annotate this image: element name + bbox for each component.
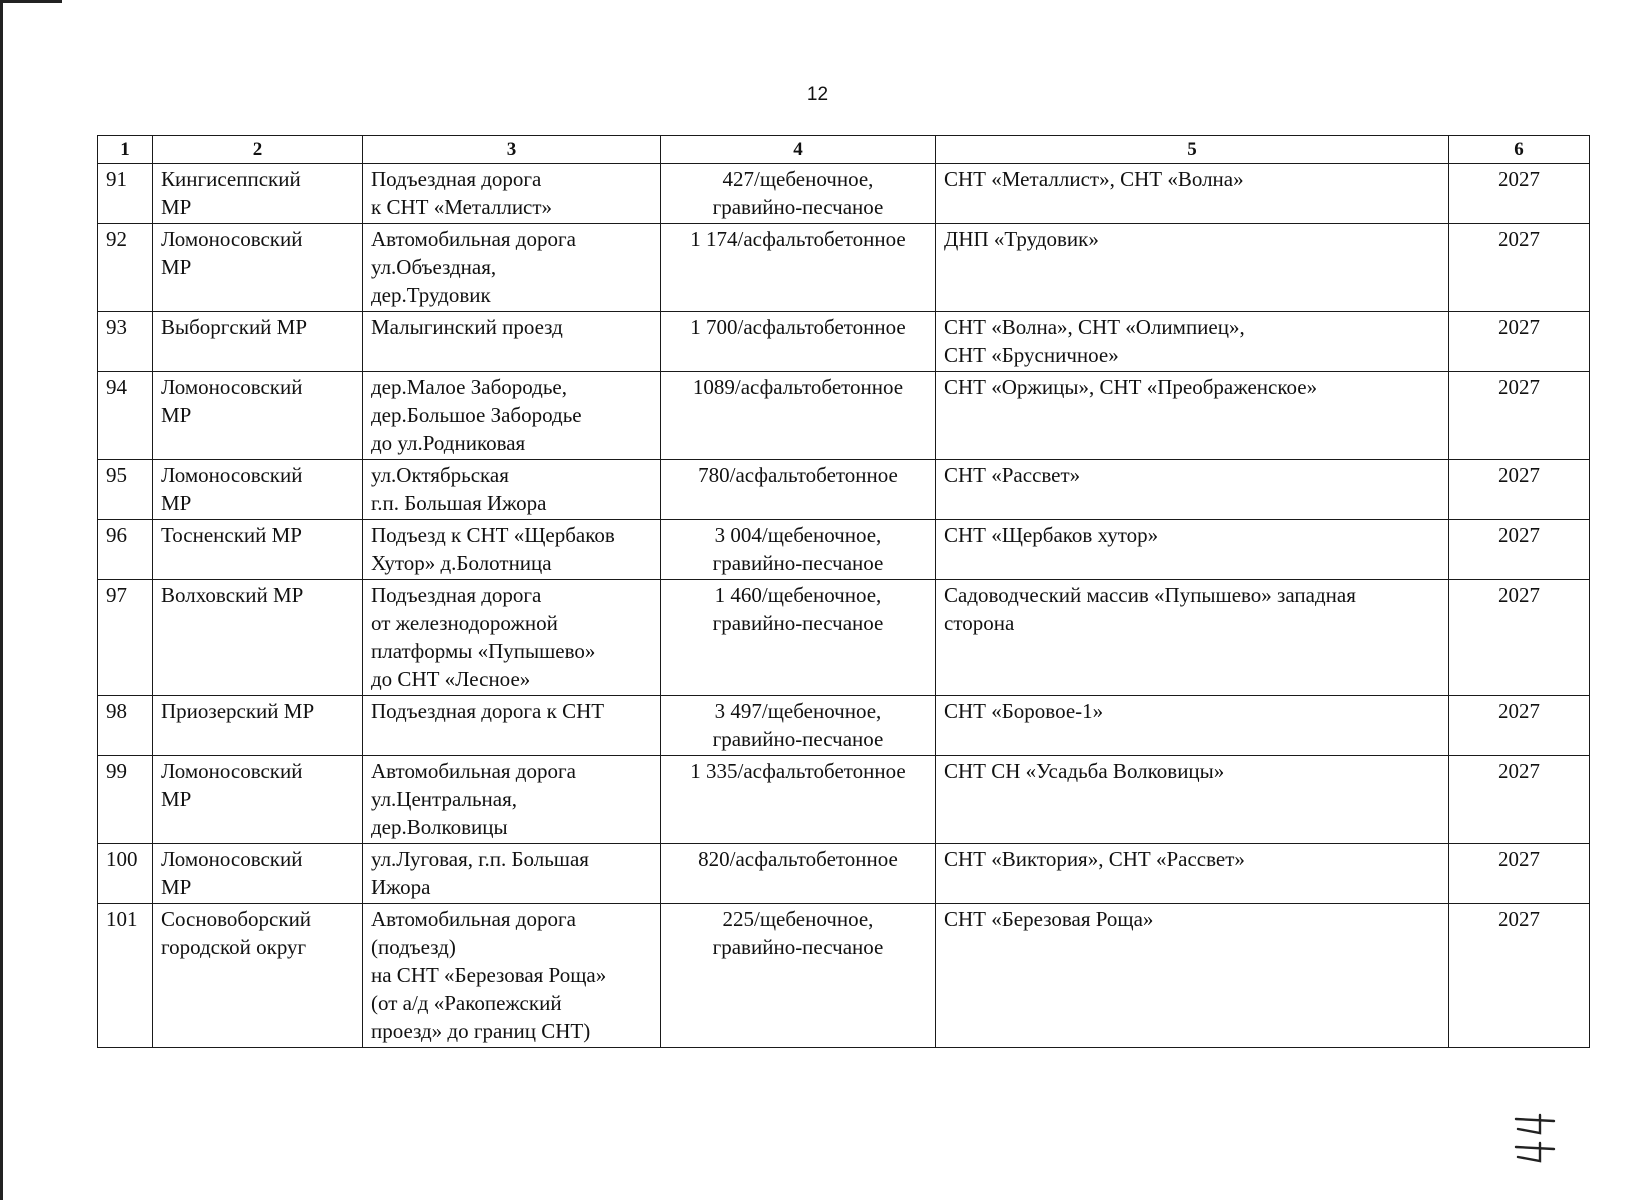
cell-number-text: 101: [106, 907, 138, 931]
cell-district-text: Ломоносовский МР: [161, 463, 303, 515]
cell-year: [1449, 580, 1590, 696]
table-row: [98, 224, 1590, 312]
cell-district: [153, 372, 363, 460]
cell-district: [153, 460, 363, 520]
cell-year: [1449, 696, 1590, 756]
cell-district-text: Ломоносовский МР: [161, 227, 303, 279]
header-col-5: 5: [936, 136, 1449, 164]
cell-length-surface-text: 1 335/асфальтобетонное: [690, 759, 906, 783]
table-row: [98, 520, 1590, 580]
cell-district: [153, 904, 363, 1048]
cell-year-text: 2027: [1498, 167, 1540, 191]
table-body: [98, 164, 1590, 1048]
cell-number: [98, 224, 153, 312]
cell-road-name-text: Автомобильная дорога ул.Объездная, дер.Трудовик: [371, 227, 576, 307]
cell-year: [1449, 520, 1590, 580]
cell-district-text: Выборгский МР: [161, 315, 308, 339]
cell-served-snt: [936, 696, 1449, 756]
cell-year-text: 2027: [1498, 523, 1540, 547]
cell-served-snt-text: СНТ «Боровое-1»: [944, 699, 1104, 723]
cell-year-text: 2027: [1498, 463, 1540, 487]
cell-road-name-text: дер.Малое Забородье, дер.Большое Забородье до ул.Родниковая: [371, 375, 582, 455]
cell-road-name: [363, 756, 661, 844]
cell-length-surface-text: 1 700/асфальтобетонное: [690, 315, 906, 339]
cell-year: [1449, 844, 1590, 904]
cell-road-name: [363, 520, 661, 580]
cell-road-name-text: Подъездная дорога к СНТ: [371, 699, 605, 723]
cell-served-snt-text: СНТ «Оржицы», СНТ «Преображенское»: [944, 375, 1318, 399]
cell-district: [153, 164, 363, 224]
cell-road-name-text: Подъездная дорога от железнодорожной платформы «Пупышево» до СНТ «Лесное»: [371, 583, 596, 691]
cell-year: [1449, 460, 1590, 520]
cell-district-text: Ломоносовский МР: [161, 847, 303, 899]
table-row: [98, 580, 1590, 696]
cell-length-surface: [661, 164, 936, 224]
cell-year-text: 2027: [1498, 847, 1540, 871]
cell-number: [98, 844, 153, 904]
cell-length-surface: [661, 696, 936, 756]
cell-district: [153, 224, 363, 312]
cell-number-text: 92: [106, 227, 127, 251]
cell-length-surface-text: 780/асфальтобетонное: [698, 463, 898, 487]
cell-district-text: Сосновоборский городской округ: [161, 907, 312, 959]
table-row: [98, 844, 1590, 904]
cell-length-surface: [661, 460, 936, 520]
cell-served-snt: [936, 372, 1449, 460]
cell-road-name: [363, 844, 661, 904]
cell-served-snt: [936, 756, 1449, 844]
cell-number-text: 94: [106, 375, 127, 399]
cell-district-text: Ломоносовский МР: [161, 759, 303, 811]
cell-number: [98, 460, 153, 520]
cell-number-text: 96: [106, 523, 127, 547]
table-row: [98, 312, 1590, 372]
cell-number: [98, 904, 153, 1048]
handwritten-page-mark: [1510, 1105, 1560, 1165]
cell-length-surface: [661, 312, 936, 372]
cell-number: [98, 580, 153, 696]
header-col-6: 6: [1449, 136, 1590, 164]
cell-number: [98, 520, 153, 580]
cell-served-snt-text: СНТ СН «Усадьба Волковицы»: [944, 759, 1225, 783]
cell-length-surface-text: 1 460/щебеночное, гравийно-песчаное: [712, 583, 884, 635]
cell-served-snt-text: СНТ «Березовая Роща»: [944, 907, 1154, 931]
cell-district-text: Волховский МР: [161, 583, 304, 607]
cell-number: [98, 312, 153, 372]
cell-length-surface: [661, 520, 936, 580]
cell-length-surface-text: 3 497/щебеночное, гравийно-песчаное: [712, 699, 884, 751]
cell-number-text: 100: [106, 847, 138, 871]
table-row: [98, 696, 1590, 756]
cell-length-surface-text: 1089/асфальтобетонное: [692, 375, 904, 399]
cell-district: [153, 312, 363, 372]
cell-road-name-text: Малыгинский проезд: [371, 315, 563, 339]
cell-year: [1449, 372, 1590, 460]
cell-year-text: 2027: [1498, 375, 1540, 399]
table-row: [98, 164, 1590, 224]
header-col-3: 3: [363, 136, 661, 164]
cell-served-snt-text: СНТ «Щербаков хутор»: [944, 523, 1159, 547]
scan-edge-left: [0, 0, 3, 1200]
cell-district-text: Ломоносовский МР: [161, 375, 303, 427]
cell-served-snt-text: ДНП «Трудовик»: [944, 227, 1099, 251]
cell-length-surface: [661, 372, 936, 460]
cell-length-surface-text: 820/асфальтобетонное: [698, 847, 898, 871]
cell-road-name: [363, 696, 661, 756]
cell-district-text: Тосненский МР: [161, 523, 302, 547]
cell-road-name-text: Подъездная дорога к СНТ «Металлист»: [371, 167, 553, 219]
table-row: [98, 756, 1590, 844]
cell-length-surface-text: 225/щебеночное, гравийно-песчаное: [712, 907, 884, 959]
cell-number: [98, 756, 153, 844]
cell-road-name-text: ул.Луговая, г.п. Большая Ижора: [371, 847, 589, 899]
cell-number: [98, 372, 153, 460]
header-col-2: 2: [153, 136, 363, 164]
cell-number-text: 98: [106, 699, 127, 723]
cell-number: [98, 164, 153, 224]
cell-road-name-text: ул.Октябрьская г.п. Большая Ижора: [371, 463, 547, 515]
cell-road-name: [363, 312, 661, 372]
cell-district: [153, 696, 363, 756]
cell-road-name: [363, 372, 661, 460]
cell-road-name: [363, 164, 661, 224]
header-col-4: 4: [661, 136, 936, 164]
cell-served-snt-text: СНТ «Волна», СНТ «Олимпиец», СНТ «Брусничное»: [944, 315, 1245, 367]
cell-length-surface: [661, 580, 936, 696]
cell-served-snt: [936, 580, 1449, 696]
cell-served-snt: [936, 460, 1449, 520]
cell-length-surface-text: 3 004/щебеночное, гравийно-песчаное: [712, 523, 884, 575]
cell-road-name-text: Подъезд к СНТ «Щербаков Хутор» д.Болотница: [371, 523, 615, 575]
cell-length-surface: [661, 904, 936, 1048]
cell-year-text: 2027: [1498, 583, 1540, 607]
cell-length-surface: [661, 224, 936, 312]
cell-served-snt: [936, 904, 1449, 1048]
cell-number: [98, 696, 153, 756]
cell-number-text: 99: [106, 759, 127, 783]
page-number: 12: [806, 84, 829, 105]
cell-number-text: 93: [106, 315, 127, 339]
cell-length-surface: [661, 756, 936, 844]
cell-year-text: 2027: [1498, 699, 1540, 723]
cell-year: [1449, 224, 1590, 312]
cell-district: [153, 520, 363, 580]
cell-district-text: Приозерский МР: [161, 699, 315, 723]
cell-served-snt-text: Садоводческий массив «Пупышево» западная сторона: [944, 583, 1356, 635]
cell-served-snt: [936, 520, 1449, 580]
cell-served-snt: [936, 844, 1449, 904]
cell-year: [1449, 164, 1590, 224]
table-row: [98, 904, 1590, 1048]
cell-year-text: 2027: [1498, 759, 1540, 783]
cell-served-snt: [936, 224, 1449, 312]
cell-year: [1449, 312, 1590, 372]
cell-district: [153, 756, 363, 844]
table-row: [98, 372, 1590, 460]
cell-number-text: 91: [106, 167, 127, 191]
cell-served-snt-text: СНТ «Рассвет»: [944, 463, 1081, 487]
cell-number-text: 95: [106, 463, 127, 487]
cell-district-text: Кингисеппский МР: [161, 167, 301, 219]
cell-year: [1449, 904, 1590, 1048]
header-row: [98, 136, 1590, 164]
cell-road-name: [363, 460, 661, 520]
cell-served-snt: [936, 164, 1449, 224]
cell-road-name-text: Автомобильная дорога ул.Центральная, дер.Волковицы: [371, 759, 576, 839]
cell-number-text: 97: [106, 583, 127, 607]
scan-edge-top: [0, 0, 62, 3]
roads-table: [97, 135, 1590, 1048]
cell-road-name-text: Автомобильная дорога (подъезд) на СНТ «Березовая Роща» (от а/д «Ракопежский проезд» до границ СНТ): [371, 907, 607, 1043]
cell-year: [1449, 756, 1590, 844]
cell-length-surface: [661, 844, 936, 904]
cell-served-snt-text: СНТ «Виктория», СНТ «Рассвет»: [944, 847, 1245, 871]
cell-road-name: [363, 224, 661, 312]
cell-road-name: [363, 580, 661, 696]
cell-year-text: 2027: [1498, 315, 1540, 339]
cell-length-surface-text: 1 174/асфальтобетонное: [690, 227, 906, 251]
table-row: [98, 460, 1590, 520]
cell-served-snt-text: СНТ «Металлист», СНТ «Волна»: [944, 167, 1244, 191]
cell-year-text: 2027: [1498, 907, 1540, 931]
cell-length-surface-text: 427/щебеночное, гравийно-песчаное: [712, 167, 884, 219]
cell-district: [153, 580, 363, 696]
cell-year-text: 2027: [1498, 227, 1540, 251]
header-col-1: 1: [98, 136, 153, 164]
cell-district: [153, 844, 363, 904]
cell-served-snt: [936, 312, 1449, 372]
cell-road-name: [363, 904, 661, 1048]
